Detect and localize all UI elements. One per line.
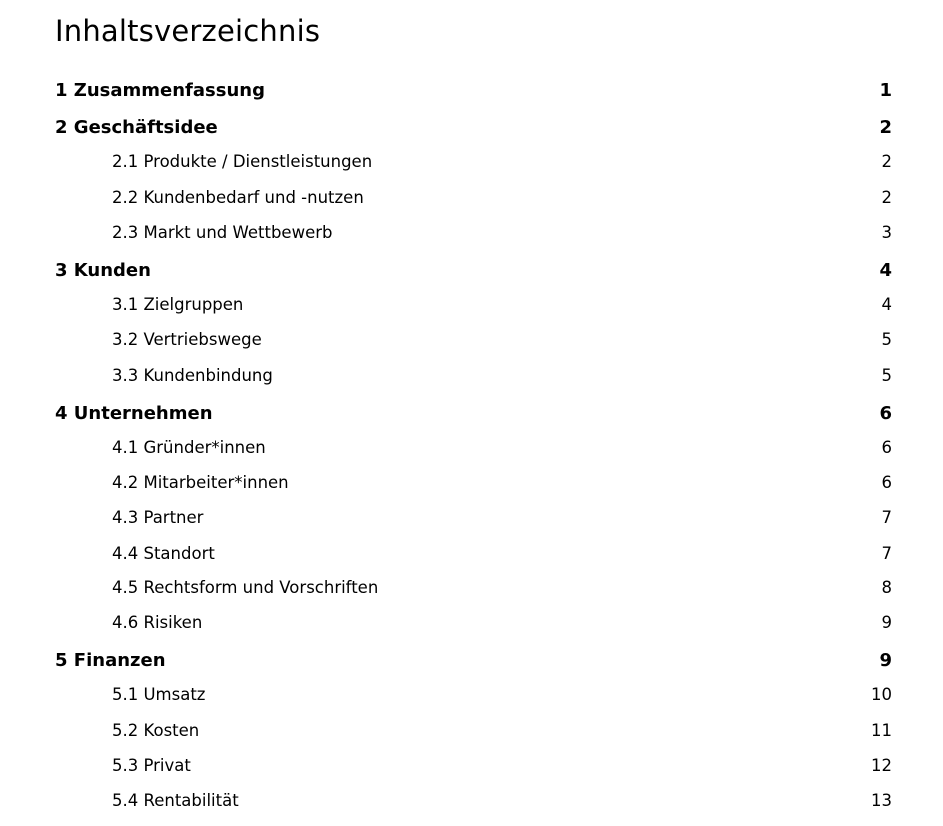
toc-chapter-entry[interactable] <box>55 650 892 674</box>
toc-section-entry[interactable] <box>55 473 892 495</box>
toc-section-entry[interactable] <box>55 791 892 813</box>
toc-section-entry[interactable] <box>55 330 892 352</box>
toc-entry-page-number: 6 <box>879 403 892 424</box>
toc-section-entry[interactable] <box>55 188 892 210</box>
toc-entry-page-number: 9 <box>881 613 892 632</box>
toc-entry-label: 2.2 Kundenbedarf und -nutzen <box>112 188 364 207</box>
toc-entry-page-number: 4 <box>881 295 892 314</box>
toc-section-entry[interactable] <box>55 223 892 245</box>
toc-entry-page-number: 6 <box>881 438 892 457</box>
toc-section-entry[interactable] <box>55 578 892 600</box>
toc-entry-label: 2.3 Markt und Wettbewerb <box>112 223 333 242</box>
toc-section-entry[interactable] <box>55 295 892 317</box>
toc-section-entry[interactable] <box>55 721 892 743</box>
toc-entry-page-number: 2 <box>881 152 892 171</box>
toc-entry-label: 4.5 Rechtsform und Vorschriften <box>112 578 379 597</box>
toc-entry-label: 5 Finanzen <box>55 650 166 671</box>
toc-entry-label: 4 Unternehmen <box>55 403 213 424</box>
toc-chapter-entry[interactable] <box>55 260 892 284</box>
toc-entry-label: 5.4 Rentabilität <box>112 791 239 810</box>
toc-entry-page-number: 7 <box>881 544 892 563</box>
toc-section-entry[interactable] <box>55 366 892 388</box>
toc-entry-label: 5.1 Umsatz <box>112 685 206 704</box>
toc-chapter-entry[interactable] <box>55 80 892 104</box>
toc-section-entry[interactable] <box>55 685 892 707</box>
toc-entry-page-number: 5 <box>881 366 892 385</box>
toc-entry-page-number: 1 <box>879 80 892 101</box>
toc-entry-page-number: 11 <box>871 721 892 740</box>
toc-entry-label: 3.1 Zielgruppen <box>112 295 244 314</box>
toc-entry-label: 4.6 Risiken <box>112 613 203 632</box>
toc-entry-label: 1 Zusammenfassung <box>55 80 265 101</box>
toc-entry-label: 4.4 Standort <box>112 544 215 563</box>
toc-entry-page-number: 7 <box>881 508 892 527</box>
toc-entry-label: 3.2 Vertriebswege <box>112 330 262 349</box>
toc-entry-label: 5.2 Kosten <box>112 721 200 740</box>
toc-entry-label: 4.3 Partner <box>112 508 204 527</box>
toc-section-entry[interactable] <box>55 508 892 530</box>
toc-section-entry[interactable] <box>55 152 892 174</box>
toc-section-entry[interactable] <box>55 613 892 635</box>
toc-entry-page-number: 2 <box>881 188 892 207</box>
toc-entry-page-number: 6 <box>881 473 892 492</box>
toc-entry-page-number: 9 <box>879 650 892 671</box>
toc-entry-page-number: 10 <box>871 685 892 704</box>
toc-entry-page-number: 4 <box>879 260 892 281</box>
toc-entry-page-number: 3 <box>881 223 892 242</box>
toc-entry-label: 4.1 Gründer*innen <box>112 438 266 457</box>
toc-section-entry[interactable] <box>55 756 892 778</box>
toc-chapter-entry[interactable] <box>55 117 892 141</box>
toc-section-entry[interactable] <box>55 544 892 566</box>
toc-entry-label: 2.1 Produkte / Dienstleistungen <box>112 152 373 171</box>
toc-entry-label: 5.3 Privat <box>112 756 191 775</box>
toc-entry-page-number: 12 <box>871 756 892 775</box>
toc-entry-label: 4.2 Mitarbeiter*innen <box>112 473 289 492</box>
toc-chapter-entry[interactable] <box>55 403 892 427</box>
toc-entry-page-number: 2 <box>879 117 892 138</box>
toc-entry-page-number: 13 <box>871 791 892 810</box>
toc-section-entry[interactable] <box>55 438 892 460</box>
toc-entry-label: 3.3 Kundenbindung <box>112 366 273 385</box>
toc-entry-page-number: 5 <box>881 330 892 349</box>
toc-entry-label: 2 Geschäftsidee <box>55 117 218 138</box>
toc-title: Inhaltsverzeichnis <box>55 14 321 48</box>
toc-entry-page-number: 8 <box>881 578 892 597</box>
toc-entry-label: 3 Kunden <box>55 260 151 281</box>
